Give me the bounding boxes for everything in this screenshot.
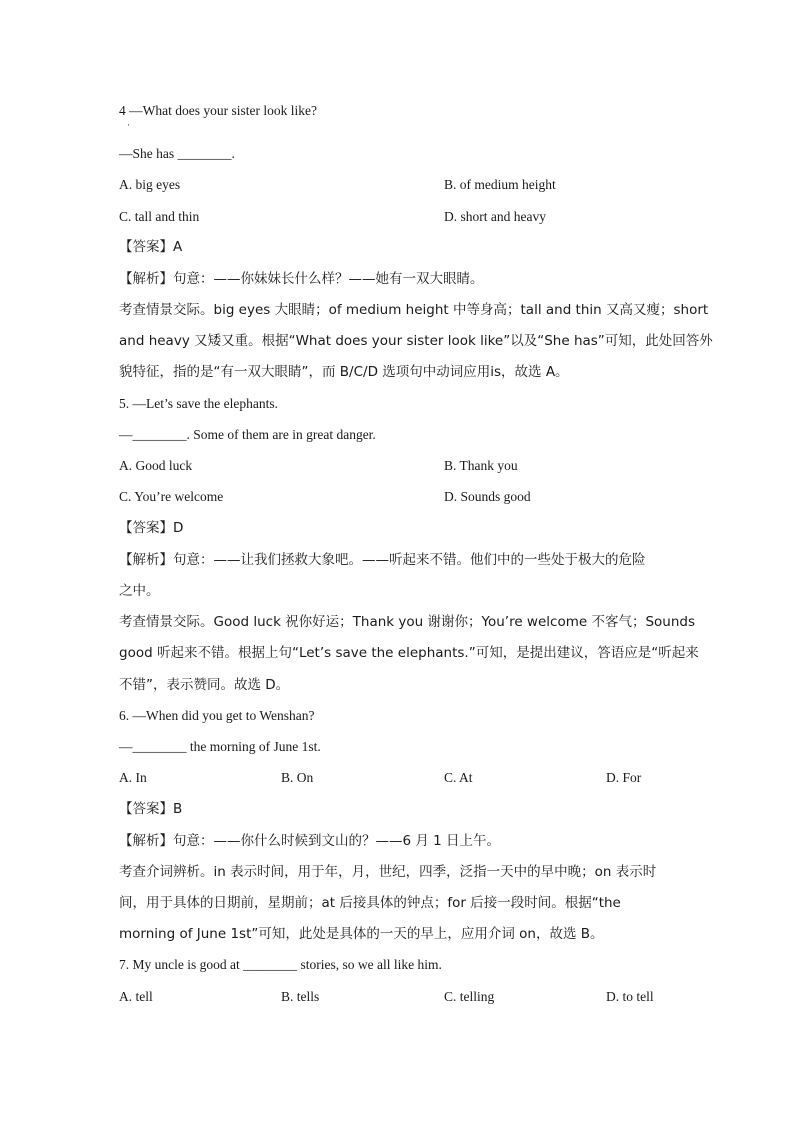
- q6-analysis-line: 【解析】句意：——你什么时候到文山的？——6 月 1 日上午。: [119, 833, 501, 849]
- q6-answer-key: 【答案】B: [119, 801, 183, 817]
- q4-analysis-line: 貌特征，指的是“有一双大眼睛”，而 B/C/D 选项句中动词应用is，故选 A。: [119, 364, 569, 380]
- q5-analysis-line: 不错”，表示赞同。故选 D。: [119, 677, 290, 693]
- q5-answer-key: 【答案】D: [119, 520, 184, 536]
- stray-dot: ·: [127, 120, 130, 130]
- q7-option-b: B. tells: [281, 989, 320, 1004]
- q7-option-a: A. tell: [119, 989, 153, 1004]
- q6-question: 6. —When did you get to Wenshan?: [119, 708, 315, 723]
- q6-analysis-line: 考查介词辨析。in 表示时间，用于年，月，世纪，四季，泛指一天中的早中晚；on 表示时: [119, 864, 657, 880]
- q5-analysis-line: 【解析】句意：——让我们拯救大象吧。——听起来不错。他们中的一些处于极大的危险: [119, 552, 646, 568]
- q4-option-d: D. short and heavy: [444, 209, 546, 224]
- q5-analysis-line: good 听起来不错。根据上句“Let’s save the elephants.”可知，是提出建议，答语应是“听起来: [119, 645, 699, 661]
- q6-option-c: C. At: [444, 770, 473, 785]
- q4-analysis-line: 考查情景交际。big eyes 大眼睛；of medium height 中等身高；tall and thin 又高又瘦；short: [119, 302, 709, 318]
- q5-analysis-line: 之中。: [119, 583, 160, 599]
- q4-analysis-line: 【解析】句意：——你妹妹长什么样？——她有一双大眼睛。: [119, 271, 484, 287]
- q4-option-a: A. big eyes: [119, 177, 181, 192]
- q6-analysis-line: 间，用于具体的日期前，星期前；at 后接具体的钟点；for 后接一段时间。根据“the: [119, 895, 621, 911]
- q6-option-a: A. In: [119, 770, 147, 785]
- q4-option-b: B. of medium height: [444, 177, 556, 192]
- q5-option-a: A. Good luck: [119, 458, 193, 473]
- q5-option-c: C. You’re welcome: [119, 489, 224, 504]
- q7-question: 7. My uncle is good at ________ stories, so we all like him.: [119, 957, 442, 972]
- q7-option-d: D. to tell: [606, 989, 654, 1004]
- q5-analysis-line: 考查情景交际。Good luck 祝你好运；Thank you 谢谢你；You’re welcome 不客气；Sounds: [119, 614, 695, 630]
- q4-answer-key: 【答案】A: [119, 239, 183, 255]
- q4-question: 4 —What does your sister look like?: [119, 103, 317, 118]
- q6-option-b: B. On: [281, 770, 314, 785]
- q4-option-c: C. tall and thin: [119, 209, 200, 224]
- q5-question: 5. —Let’s save the elephants.: [119, 396, 278, 411]
- q5-option-d: D. Sounds good: [444, 489, 531, 504]
- q4-analysis-line: and heavy 又矮又重。根据“What does your sister look like”以及“She has”可知，此处回答外: [119, 333, 713, 349]
- q6-option-d: D. For: [606, 770, 642, 785]
- q6-answer-line: —________ the morning of June 1st.: [119, 739, 321, 754]
- q5-answer-line: —________. Some of them are in great danger.: [119, 427, 376, 442]
- q7-option-c: C. telling: [444, 989, 495, 1004]
- q5-option-b: B. Thank you: [444, 458, 518, 473]
- q4-answer-line: —She has ________.: [119, 146, 235, 161]
- q6-analysis-line: morning of June 1st”可知，此处是具体的一天的早上，应用介词 on，故选 B。: [119, 926, 604, 942]
